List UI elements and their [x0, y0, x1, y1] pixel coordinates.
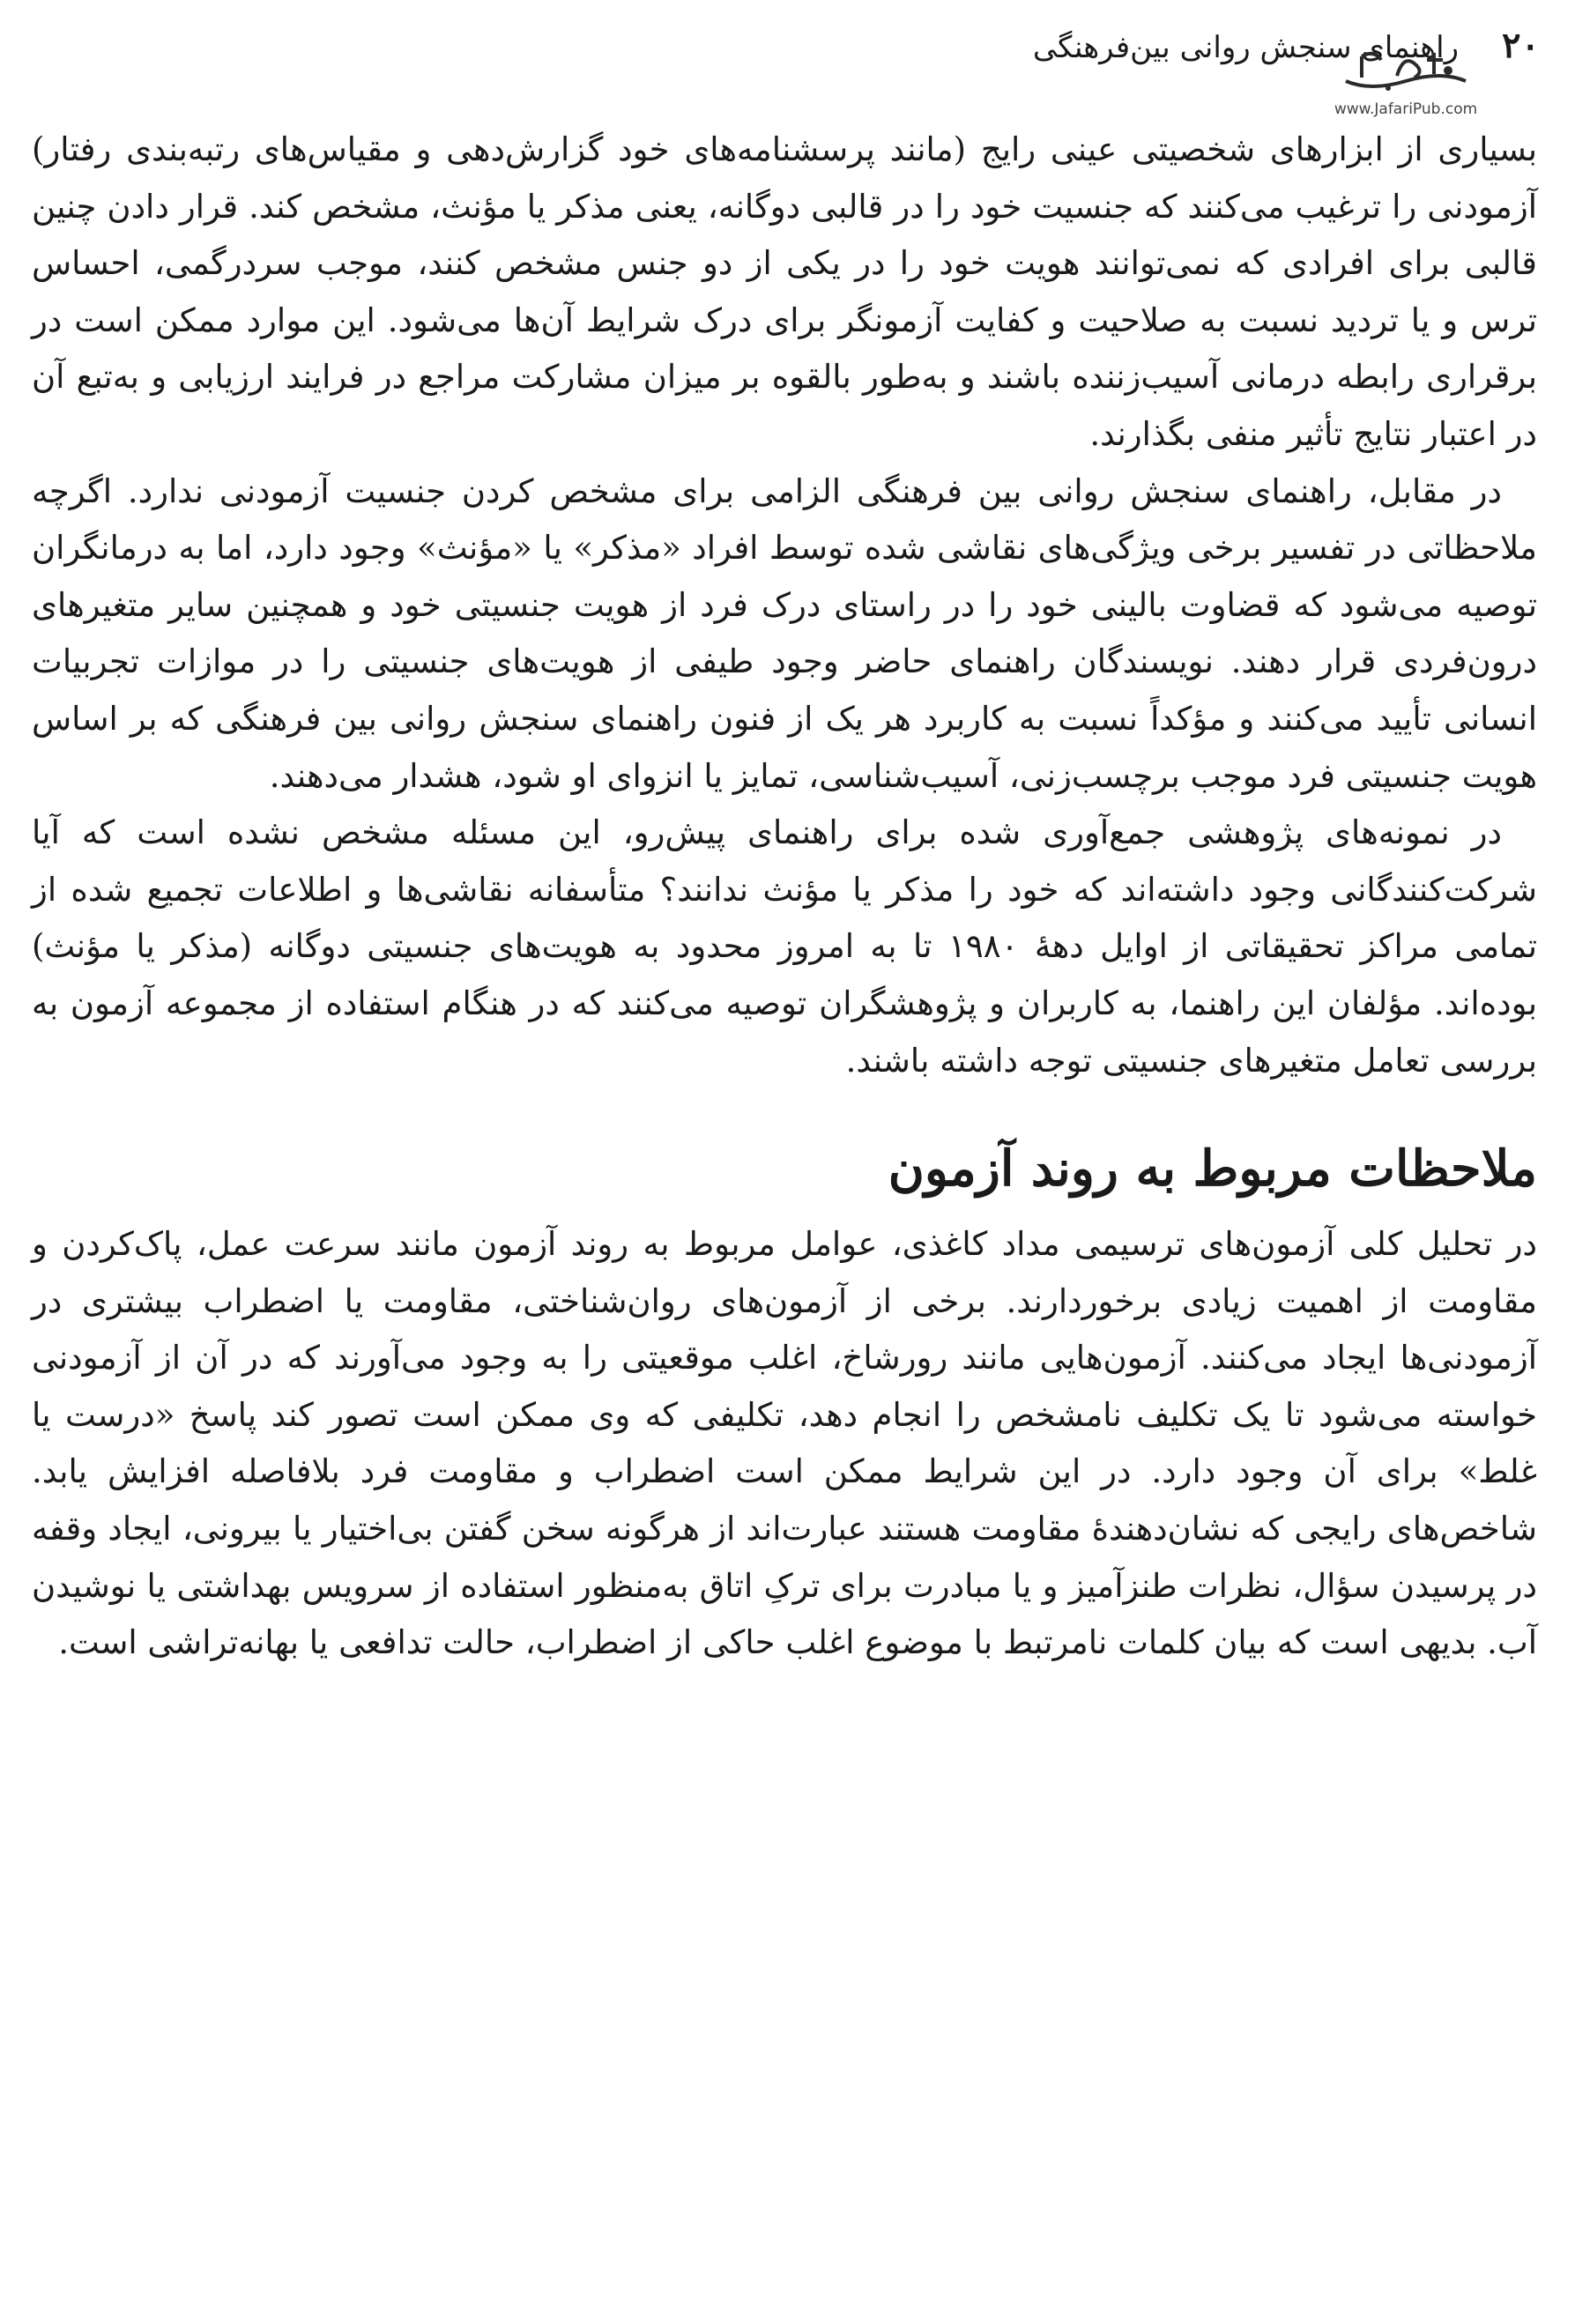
paragraph: در تحلیل کلی آزمون‌های ترسیمی مداد کاغذی، عوامل مربوط به روند آزمون مانند سرعت عمل، پاک‌کردن و مقاومت از اهمیت زیادی برخوردارند. برخی از آزمون‌های روان‌شناختی، مقاومت یا اضطراب بیشتری در آزمودنی‌ها ایجاد می‌کنند. آزمون‌هایی مانند رورشاخ، اغلب موقعیتی را به وجود می‌آورند که در آن از آزمودنی خواسته می‌شود تا یک تکلیف نامشخص را انجام دهد، تکلیفی که وی ممکن است تصور کند پاسخ «درست یا غلط» برای آن وجود دارد. در این شرایط ممکن است اضطراب و مقاومت فرد بلافاصله افزایش یابد. شاخص‌های رایجی که نشان‌دهندهٔ مقاومت هستند عبارت‌اند از هرگونه سخن گفتن بی‌اختیار یا بیرونی، ایجاد وقفه در پرسیدن سؤال، نظرات طنزآمیز و یا مبادرت برای ترکِ اتاق به‌منظور استفاده از سرویس بهداشتی یا نوشیدن آب. بدیهی است که بیان کلمات نامرتبط با موضوع اغلب حاکی از اضطراب، حالت تدافعی یا بهانه‌تراشی است.	[32, 1225, 1538, 1662]
paragraph: بسیاری از ابزارهای شخصیتی عینی رایج (مانند پرسشنامه‌های خود گزارش‌دهی و مقیاس‌های رتبه‌بندی رفتار) آزمودنی را ترغیب می‌کنند که جنسیت خود را در قالبی دوگانه، یعنی مذکر یا مؤنث، مشخص کند. قرار دادن چنین قالبی برای افرادی که نمی‌توانند هویت خود را در یکی از دو جنس مشخص کنند، موجب سردرگمی، احساس ترس و یا تردید نسبت به صلاحیت و کفایت آزمونگر برای درک شرایط آن‌ها می‌شود. این موارد ممکن است در برقراری رابطه درمانی آسیب‌زننده باشند و به‌طور بالقوه بر میزان مشارکت مراجع در فرایند ارزیابی و به‌تبع آن در اعتبار نتایج تأثیر منفی بگذارند.	[32, 130, 1537, 453]
section-heading: ملاحظات مربوط به روند آزمون	[888, 1140, 1537, 1199]
running-title: راهنمای سنجش روانی بین‌فرهنگی	[1032, 30, 1459, 65]
paragraph: در مقابل، راهنمای سنجش روانی بین فرهنگی الزامی برای مشخص کردن جنسیت آزمودنی ندارد. اگرچه ملاحظاتی در تفسیر برخی ویژگی‌های نقاشی شده توسط افراد «مذکر» یا «مؤنث» وجود دارد، اما به درمانگران توصیه می‌شود که قضاوت بالینی خود را در راستای درک فرد از هویت جنسیتی خود و همچنین سایر متغیرهای درون‌فردی قرار دهند. نویسندگان راهنمای حاضر وجود طیفی از هویت‌های جنسیتی را در موازات تجربیات انسانی تأیید می‌کنند و مؤکداً نسبت به کاربرد هر یک از فنون راهنمای سنجش روانی بین فرهنگی که بر اساس هویت جنسیتی فرد موجب برچسب‌زنی، آسیب‌شناسی، تمایز یا انزوای او شود، هشدار می‌دهند.	[32, 471, 1537, 795]
page-body	[32, 122, 1537, 1672]
publisher-logo	[1260, 46, 1551, 134]
publisher-logo-url: www.JafariPub.com	[1334, 100, 1478, 118]
page-header	[35, 19, 1540, 134]
paragraph: در نمونه‌های پژوهشی جمع‌آوری شده برای راهنمای پیش‌رو، این مسئله مشخص نشده است که آیا شرکت‌کنندگانی وجود داشته‌اند که خود را مذکر یا مؤنث ندانند؟ متأسفانه نقاشی‌ها و اطلاعات تجمیع شده از تمامی مراکز تحقیقاتی از اوایل دههٔ ۱۹۸۰ تا به امروز محدود به هویت‌های جنسیتی دوگانه (مذکر یا مؤنث) بوده‌اند. مؤلفان این راهنما، به کاربران و پژوهشگران توصیه می‌کنند که در هنگام استفاده از مجموعه آزمون به بررسی تعامل متغیرهای جنسیتی توجه داشته باشند.	[32, 813, 1537, 1080]
page-number: ۲۰	[1502, 25, 1540, 66]
publisher-logo-icon	[1335, 46, 1476, 97]
